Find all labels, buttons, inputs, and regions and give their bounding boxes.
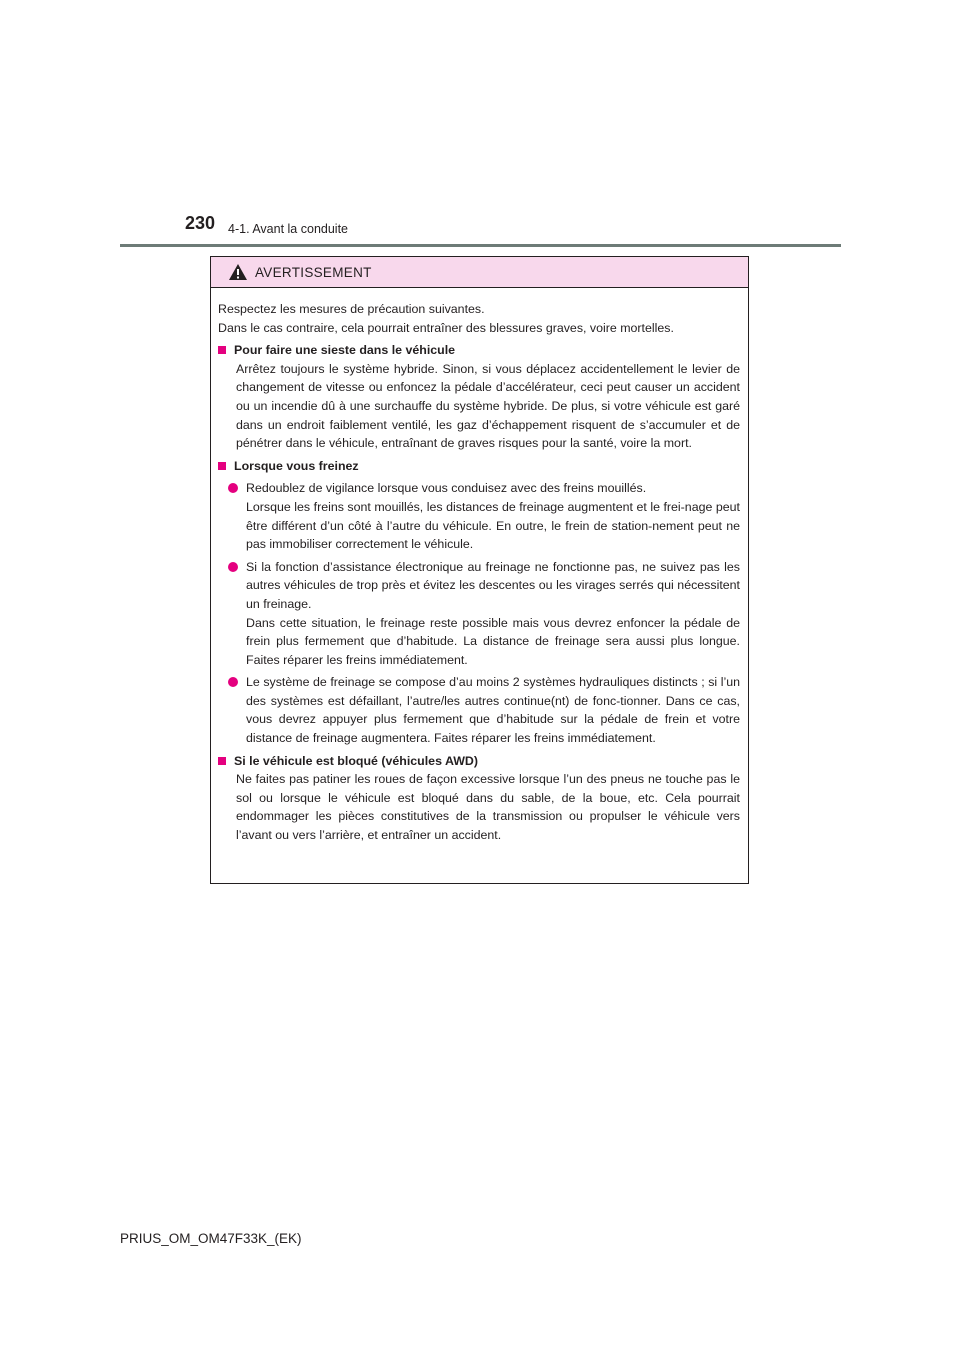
section-paragraph: Arrêtez toujours le système hybride. Sinon, si vous déplacez accidentellement le levier de changement de vitesse ou enfoncez la pédale d’accélérateur, ceci peut causer un accident ou un incendie dû à une surchauffe du système hybride. De plus, si votre véhicule est garé dans un endroit faiblement ventilé, les gaz d’échappement risquent de s’accumuler et de pénétrer dans le véhicule, entraînant de graves risques pour la santé, voire la mort.: [236, 361, 740, 451]
list-item: [228, 558, 740, 670]
list-item-line: Redoublez de vigilance lorsque vous conduisez avec des freins mouillés.: [246, 481, 647, 496]
section-heading-text: Lorsque vous freinez: [234, 458, 359, 473]
warning-triangle-icon: [228, 263, 248, 281]
square-bullet-icon: [218, 757, 226, 765]
list-item-line: Dans cette situation, le freinage reste possible mais vous devrez enfoncer la pédale de frein plus fermement que d’habitude. La distance de freinage sera aussi plus longue. Faites réparer les freins immédiatement.: [246, 615, 740, 667]
list-item: [228, 673, 740, 747]
list-item-line: Lorsque les freins sont mouillés, les distances de freinage augmentent et le frei-nage peut être différent d’un côté à l’autre du véhicule. En outre, le frein de station-nement peut ne pas immobiliser correctement le véhicule.: [246, 499, 740, 552]
chapter-section-title: 4-1. Avant la conduite: [228, 222, 348, 236]
warning-header: [211, 257, 748, 288]
page-number: 230: [185, 213, 216, 233]
list-item-line: Le système de freinage se compose d’au moins 2 systèmes hydrauliques distincts ; si l’un des systèmes est défaillant, l’autre/les autres continue(nt) de fonc-tionner. Dans ce cas, vous devrez appuyer plus fermement que d’habitude sur la pédale de frein et votre distance de freinage augmentera. Faites réparer les freins immédiatement.: [246, 675, 740, 746]
square-bullet-icon: [218, 346, 226, 354]
section-heading-text: Pour faire une sieste dans le véhicule: [234, 343, 456, 358]
list-item: [228, 479, 740, 553]
square-bullet-icon: [218, 462, 226, 470]
section-nap: [218, 341, 740, 453]
warning-title: AVERTISSEMENT: [255, 264, 372, 280]
intro-line: Dans le cas contraire, cela pourrait entraîner des blessures graves, voire mortelles.: [218, 320, 674, 335]
header-divider: [120, 244, 841, 247]
list-item-text: [246, 479, 740, 553]
section-braking: [218, 457, 740, 748]
circle-bullet-icon: [228, 562, 238, 572]
circle-bullet-icon: [228, 677, 238, 687]
section-heading: [218, 752, 740, 771]
section-stuck-vehicle: [218, 752, 740, 845]
document-code: PRIUS_OM_OM47F33K_(EK): [120, 1231, 302, 1246]
list-item-text: [246, 558, 740, 670]
list-item-line: Si la fonction d’assistance électronique au freinage ne fonctionne pas, ne suivez pas les autres véhicules de trop près et évitez les descentes ou les virages serrés qui nécessitent un freinage.: [246, 559, 740, 611]
section-heading: [218, 341, 740, 360]
warning-box: [210, 256, 749, 884]
section-paragraph: Ne faites pas patiner les roues de façon excessive lorsque l’un des pneus ne touche pas le sol ou lorsque le véhicule est bloqué dans du sable, de la boue, etc. Cela pourrait endommager les pièces constitutives de la transmission ou propulser le véhicule vers l’avant ou vers l’arrière, et entraîner un accident.: [236, 772, 740, 843]
warning-intro: [218, 300, 740, 337]
list-item-text: [246, 673, 740, 747]
section-heading-text: Si le véhicule est bloqué (véhicules AWD): [234, 753, 478, 768]
circle-bullet-icon: [228, 483, 238, 493]
section-heading: [218, 457, 740, 476]
warning-body: [211, 288, 748, 845]
intro-line: Respectez les mesures de précaution suivantes.: [218, 302, 485, 316]
